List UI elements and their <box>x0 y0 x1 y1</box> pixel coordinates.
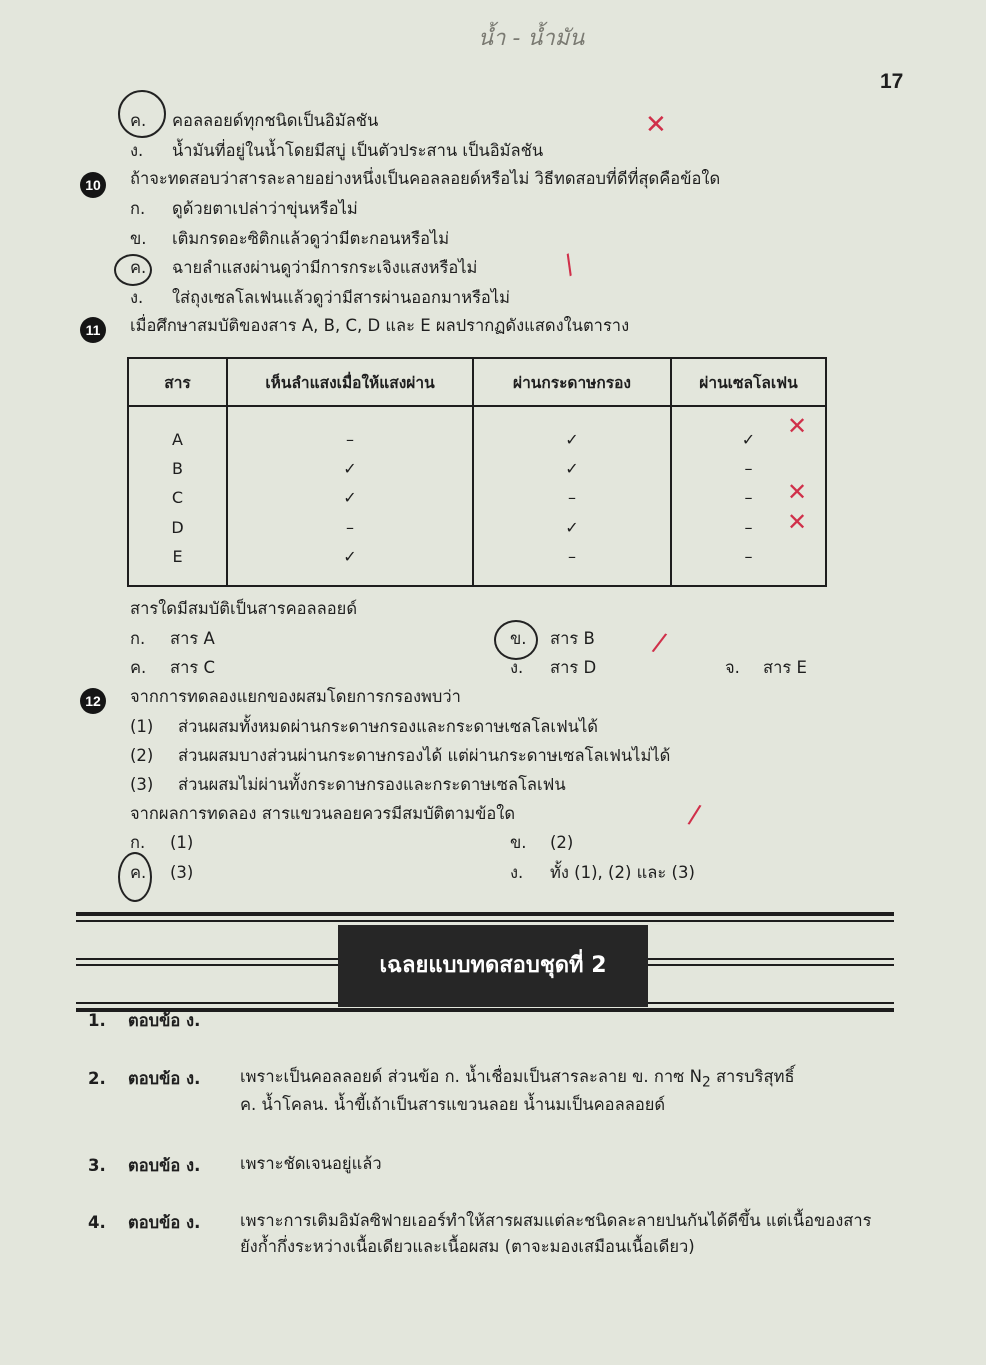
table-cell: ✓ <box>343 459 357 479</box>
table-cell: B <box>172 459 183 479</box>
table-cell: – <box>346 517 354 537</box>
option-text: (3) <box>170 863 194 882</box>
table-cell: – <box>346 430 354 449</box>
filter-column <box>473 406 671 586</box>
substance-column <box>128 406 227 586</box>
answer-label: ตอบข้อ ง. <box>128 1069 201 1088</box>
option-text: ดูด้วยตาเปล่าว่าขุ่นหรือไม่ <box>172 199 358 218</box>
question-text: จากผลการทดลอง สารแขวนลอยควรมีสมบัติตามข้อใด <box>130 804 516 823</box>
answer-key-title: เฉลยแบบทดสอบชุดที่ 2 <box>338 925 648 1007</box>
option-label: ก. <box>130 629 146 648</box>
option-label: ง. <box>510 658 524 677</box>
answer-number: 3. <box>88 1156 106 1175</box>
item-text: ส่วนผสมทั้งหมดผ่านกระดาษกรองและกระดาษเซลโลเฟนได้ <box>178 717 598 736</box>
properties-table <box>127 357 827 587</box>
question-number-badge: 10 <box>80 172 106 198</box>
answer-text: เพราะชัดเจนอยู่แล้ว <box>240 1154 382 1173</box>
table-cell: – <box>744 546 753 566</box>
item-label: (3) <box>130 775 154 794</box>
item-text: ส่วนผสมไม่ผ่านทั้งกระดาษกรองและกระดาษเซลโลเฟน <box>178 775 566 794</box>
option-text: น้ำมันที่อยู่ในน้ำโดยมีสบู่ เป็นตัวประสาน เป็นอิมัลชัน <box>172 141 544 160</box>
option-label: ง. <box>130 141 144 160</box>
red-cross-mark: ✕ <box>787 412 808 440</box>
option-label: ง. <box>510 863 524 882</box>
answer-label: ตอบข้อ ง. <box>128 1156 201 1175</box>
table-cell: ✓ <box>565 430 579 449</box>
item-label: (2) <box>130 746 154 765</box>
table-cell: – <box>568 546 576 566</box>
answer-number: 4. <box>88 1213 106 1232</box>
divider <box>76 912 894 916</box>
subscript: 2 <box>701 1074 711 1091</box>
table-header: ผ่านเซลโลเฟน <box>671 358 826 406</box>
table-cell: D <box>171 517 184 537</box>
red-check-mark: / <box>559 249 580 281</box>
option-label: จ. <box>725 658 740 677</box>
table-cell: – <box>568 488 576 508</box>
table-cell: – <box>744 488 753 508</box>
option-text: ทั้ง (1), (2) และ (3) <box>550 863 695 882</box>
option-label: ค. <box>130 111 147 130</box>
table-cell: E <box>172 546 183 566</box>
option-label: ก. <box>130 199 146 218</box>
option-text: คอลลอยด์ทุกชนิดเป็นอิมัลชัน <box>172 111 379 130</box>
option-label: ค. <box>130 863 147 882</box>
table-cell: – <box>744 517 753 537</box>
table-cell: A <box>172 430 183 449</box>
answer-text: สารบริสุทธิ์ <box>715 1067 795 1086</box>
option-text: สาร A <box>170 629 215 648</box>
question-number-badge: 11 <box>80 317 106 343</box>
option-text: เติมกรดอะซิติกแล้วดูว่ามีตะกอนหรือไม่ <box>172 229 450 248</box>
red-check-mark: / <box>650 627 669 659</box>
option-text: สาร E <box>763 658 807 677</box>
option-text: (2) <box>550 833 574 852</box>
question-text: จากการทดลองแยกของผสมโดยการกรองพบว่า <box>130 687 461 706</box>
option-text: สาร C <box>170 658 215 677</box>
table-cell: C <box>171 488 184 508</box>
item-label: (1) <box>130 717 154 736</box>
option-text: สาร B <box>550 629 595 648</box>
answer-text: ยังก้ำกึ่งระหว่างเนื้อเดียวและเนื้อผสม (ตาจะมองเสมือนเนื้อเดียว) <box>240 1237 695 1256</box>
table-header: เห็นลำแสงเมื่อให้แสงผ่าน <box>227 358 473 406</box>
table-header: ผ่านกระดาษกรอง <box>473 358 671 406</box>
table-cell: ✓ <box>741 430 756 449</box>
table-cell: – <box>744 459 753 479</box>
question-text: ถ้าจะทดสอบว่าสารละลายอย่างหนึ่งเป็นคอลลอยด์หรือไม่ วิธีทดสอบที่ดีที่สุดคือข้อใด <box>130 169 721 188</box>
option-label: ข. <box>510 833 527 852</box>
table-cell: ✓ <box>343 546 357 566</box>
table-header: สาร <box>128 358 227 406</box>
option-label: ก. <box>130 833 146 852</box>
option-label: ค. <box>130 658 147 677</box>
table-cell: ✓ <box>565 459 579 479</box>
divider <box>76 920 894 922</box>
answer-label: ตอบข้อ ง. <box>128 1213 201 1232</box>
question-text: เมื่อศึกษาสมบัติของสาร A, B, C, D และ E ผลปรากฏดังแสดงในตาราง <box>130 316 630 335</box>
item-text: ส่วนผสมบางส่วนผ่านกระดาษกรองได้ แต่ผ่านกระดาษเซลโลเฟนไม่ได้ <box>178 746 671 765</box>
page-number: 17 <box>880 70 904 93</box>
answer-number: 1. <box>88 1011 106 1030</box>
option-label: ข. <box>510 629 527 648</box>
table-cell: ✓ <box>565 517 579 537</box>
red-cross-mark: ✕ <box>787 508 808 536</box>
option-label: ข. <box>130 229 147 248</box>
option-text: ฉายลำแสงผ่านดูว่ามีการกระเจิงแสงหรือไม่ <box>172 258 478 277</box>
answer-text: ค. น้ำโคลน. น้ำขี้เถ้าเป็นสารแขวนลอย น้ำนมเป็นคอลลอยด์ <box>240 1095 666 1114</box>
answer-label: ตอบข้อ ง. <box>128 1011 201 1030</box>
red-cross-mark: ✕ <box>645 110 667 140</box>
handwritten-note: น้ำ - น้ำมัน <box>478 26 585 51</box>
answer-text: เพราะเป็นคอลลอยด์ ส่วนข้อ ก. น้ำเชื่อมเป็นสารละลาย ข. กาซ N <box>240 1067 702 1086</box>
answer-explanation <box>240 1066 795 1093</box>
question-number-badge: 12 <box>80 688 106 714</box>
answer-number: 2. <box>88 1069 106 1088</box>
option-text: ใส่ถุงเซลโลเฟนแล้วดูว่ามีสารผ่านออกมาหรือไม่ <box>172 288 511 307</box>
option-text: (1) <box>170 833 194 852</box>
question-text: สารใดมีสมบัติเป็นสารคอลลอยด์ <box>130 599 358 618</box>
option-text: สาร D <box>550 658 597 677</box>
red-cross-mark: ✕ <box>787 478 808 506</box>
light-column <box>227 406 473 586</box>
option-label: ค. <box>130 258 147 277</box>
answer-text: เพราะการเติมอิมัลซิฟายเออร์ทำให้สารผสมแต่ละชนิดละลายปนกันได้ดีขึ้น แต่เนื้อของสาร <box>240 1211 872 1230</box>
option-label: ง. <box>130 288 144 307</box>
red-check-mark: / <box>686 799 703 831</box>
table-cell: ✓ <box>343 488 357 508</box>
